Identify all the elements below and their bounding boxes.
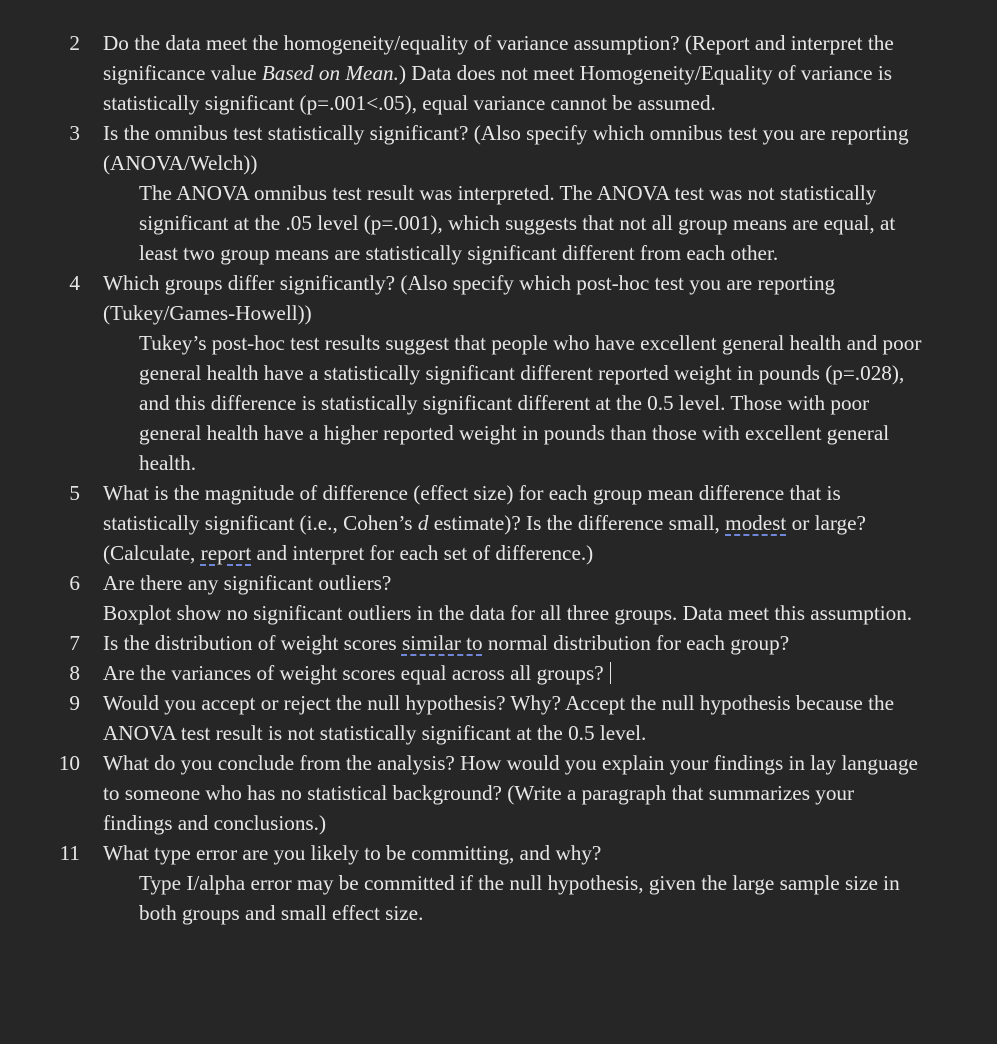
question-text: What is the magnitude of difference (effect size) for each group mean difference that is statistically significant (i.e., Cohen’s d estimate)? Is the difference small, modest or large? (Calculate, report and interpret for each set of difference.) bbox=[103, 481, 866, 565]
answer-text: Tukey’s post-hoc test results suggest that people who have excellent general health and poor general health have a statistically significant different reported weight in pounds (p=.028), and this difference is statistically significant different at the 0.5 level. Those with poor general health have a higher reported weight in pounds than those with excellent general health. bbox=[139, 331, 922, 475]
item-number: 6 bbox=[69, 571, 80, 595]
question-text: Which groups differ significantly? (Also specify which post-hoc test you are reporting (Tukey/Games-Howell)) bbox=[103, 271, 836, 325]
list-item-7 bbox=[0, 628, 923, 658]
list-item-5 bbox=[0, 478, 923, 568]
list-item-10 bbox=[0, 748, 923, 838]
grammar-flag[interactable]: similar to bbox=[401, 631, 483, 655]
answer-text: Type I/alpha error may be committed if the null hypothesis, given the large sample size in both groups and small effect size. bbox=[139, 871, 900, 925]
item-number: 2 bbox=[69, 31, 80, 55]
question-text: Are there any significant outliers? bbox=[103, 571, 392, 595]
question-text: Are the variances of weight scores equal across all groups? bbox=[103, 658, 923, 688]
item-number: 11 bbox=[59, 841, 80, 865]
question-text: What do you conclude from the analysis? How would you explain your findings in lay language to someone who has no statistical background? (Write a paragraph that summarizes your findings and conclusions.) bbox=[103, 751, 918, 835]
list-item-9 bbox=[0, 688, 923, 748]
text-cursor bbox=[610, 662, 612, 684]
list-item-8 bbox=[0, 658, 923, 688]
list-item-6 bbox=[0, 568, 923, 628]
list-item-4 bbox=[0, 268, 923, 478]
item-number: 5 bbox=[69, 481, 80, 505]
item-number: 9 bbox=[69, 691, 80, 715]
item-number: 8 bbox=[69, 661, 80, 685]
item-number: 3 bbox=[69, 121, 80, 145]
grammar-flag[interactable]: report bbox=[200, 541, 252, 565]
item-number: 4 bbox=[69, 271, 80, 295]
question-text: Do the data meet the homogeneity/equality of variance assumption? (Report and interpret the significance value Based on Mean.) Data does not meet Homogeneity/Equality of variance is statistically significant (p=.001<.05), equal variance cannot be assumed. bbox=[103, 31, 894, 115]
item-number: 10 bbox=[58, 751, 80, 775]
grammar-flag[interactable]: modest bbox=[725, 511, 787, 535]
question-text: What type error are you likely to be committing, and why? bbox=[103, 841, 602, 865]
answer-text: Boxplot show no significant outliers in the data for all three groups. Data meet this assumption. bbox=[103, 601, 913, 625]
question-text: Is the distribution of weight scores similar to normal distribution for each group? bbox=[103, 631, 790, 655]
answer-text: The ANOVA omnibus test result was interpreted. The ANOVA test was not statistically significant at the .05 level (p=.001), which suggests that not all group means are equal, at least two group means are statistically significant different from each other. bbox=[139, 181, 896, 265]
question-text: Is the omnibus test statistically significant? (Also specify which omnibus test you are reporting (ANOVA/Welch)) bbox=[103, 121, 909, 175]
question-text: Would you accept or reject the null hypothesis? Why? Accept the null hypothesis because the ANOVA test result is not statistically significant at the 0.5 level. bbox=[103, 691, 895, 745]
list-item-3 bbox=[0, 118, 923, 268]
item-number: 7 bbox=[69, 631, 80, 655]
list-item-11 bbox=[0, 838, 923, 928]
list-item-2 bbox=[0, 28, 923, 118]
document-body[interactable] bbox=[0, 28, 997, 928]
